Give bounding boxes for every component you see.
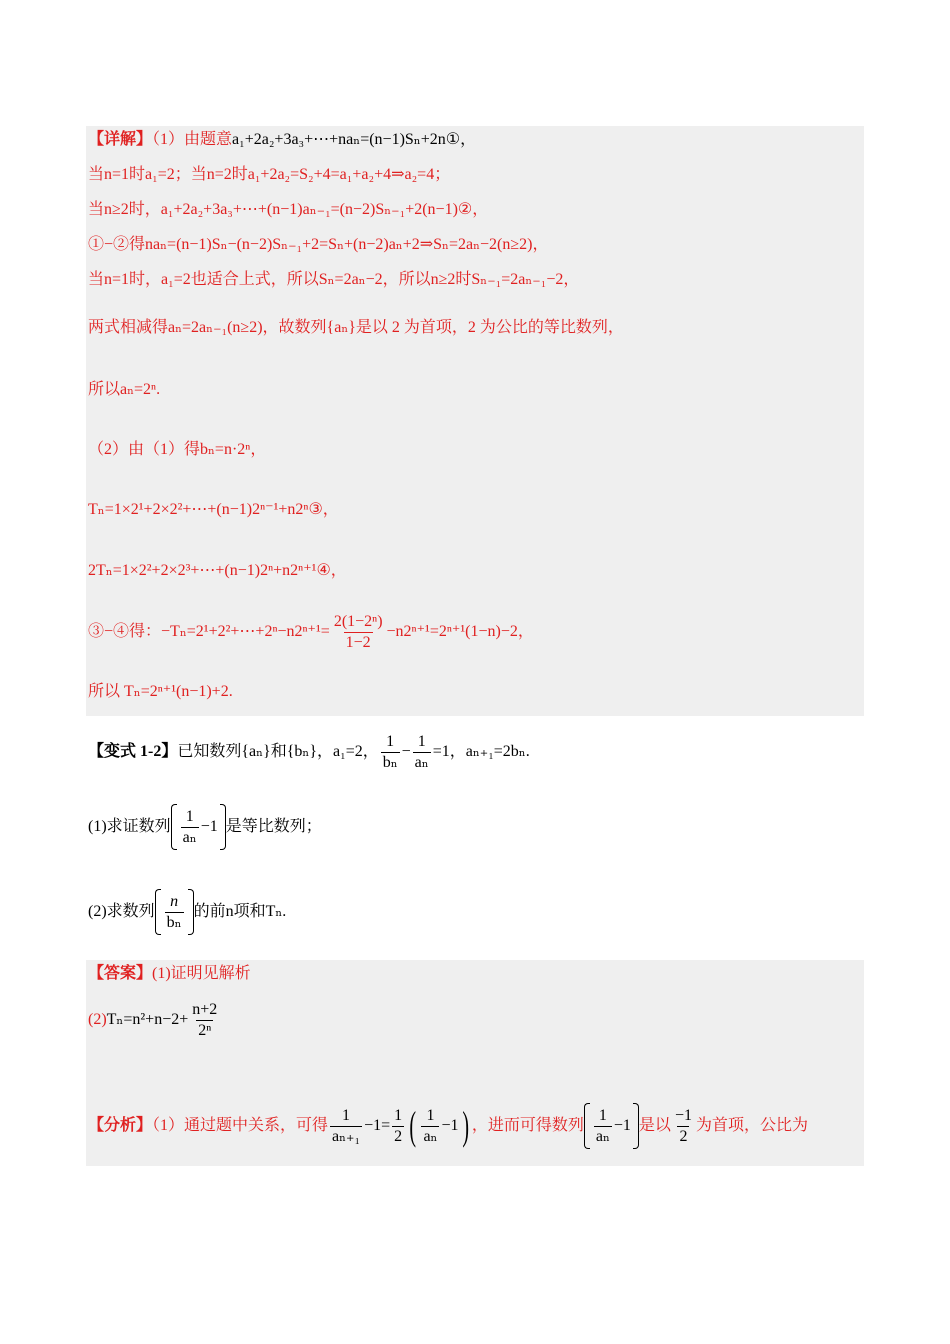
answer-fraction <box>190 1000 219 1041</box>
analysis-fraction-3-denominator: aₙ <box>423 1127 438 1145</box>
answer-part-2-expr: Tₙ=n²+n−2+ <box>106 1011 189 1028</box>
solution-line-1 <box>88 130 476 150</box>
left-brace <box>155 889 161 935</box>
question-2-suffix: 的前n项和Tₙ. <box>193 903 287 920</box>
solution-text-4: ①−②得naₙ=(n−1)Sₙ−(n−2)Sₙ₋₁+2=Sₙ+(n−2)aₙ+2⇒Sₙ=2aₙ−2(n≥2)， <box>88 236 549 253</box>
analysis-mid-3: −1 <box>613 1117 631 1134</box>
analysis-fraction-2 <box>392 1106 404 1147</box>
question-1-fraction <box>181 807 199 848</box>
solution-text-11-rhs: −n2ⁿ⁺¹=2ⁿ⁺¹(1−n)−2， <box>386 623 534 640</box>
problem-statement-text: 已知数列{aₙ}和{bₙ}，a₁=2， <box>177 743 379 760</box>
analysis-fraction-5-denominator: 2 <box>679 1127 688 1145</box>
left-paren: ( <box>409 1103 417 1149</box>
problem-question-2 <box>88 888 286 936</box>
analysis-label: 【分析】 <box>88 1117 153 1134</box>
solution-text-6: 两式相减得aₙ=2aₙ₋₁(n≥2)，故数列{aₙ}是以 2 为首项，2 为公比的等比数列， <box>88 319 624 336</box>
solution-text-5: 当n=1时，a₁=2也适合上式，所以Sₙ=2aₙ−2，所以n≥2时Sₙ₋₁=2aₙ₋₁−2， <box>88 271 580 288</box>
question-2-prefix: (2)求数列 <box>88 903 155 920</box>
solution-line-9 <box>88 500 339 520</box>
analysis-fraction-1-numerator: 1 <box>342 1106 351 1124</box>
problem-fraction-1 <box>381 732 400 773</box>
answer-fraction-denominator: 2ⁿ <box>198 1021 212 1039</box>
analysis-mid-1: −1= <box>364 1117 391 1134</box>
problem-fraction-2-denominator: aₙ <box>414 753 429 771</box>
answer-part-1: (1)证明见解析 <box>152 965 251 982</box>
question-2-denominator: bₙ <box>166 913 182 931</box>
analysis-fraction-2-denominator: 2 <box>394 1127 403 1145</box>
solution-text-7: 所以aₙ=2ⁿ. <box>88 381 161 398</box>
solution-text-3: 当n≥2时，a₁+2a₂+3a₃+⋯+(n−1)aₙ₋₁=(n−2)Sₙ₋₁+2(n−1)②， <box>88 201 489 218</box>
question-1-denominator: aₙ <box>182 828 197 846</box>
analysis-text-4: 为首项，公比为 <box>695 1117 808 1134</box>
problem-fraction-2-numerator: 1 <box>417 732 426 750</box>
question-1-numerator: 1 <box>185 807 194 825</box>
solution-equation-1: a₁+2a₂+3a₃+⋯+naₙ=(n−1)Sₙ+2n①， <box>232 131 477 148</box>
analysis-fraction-5-numerator: −1 <box>674 1106 692 1124</box>
analysis-mid-2: −1 <box>441 1117 459 1134</box>
left-brace <box>171 804 177 850</box>
solution-line-12 <box>88 682 233 702</box>
problem-label: 【变式 1-2】 <box>88 743 178 760</box>
solution-text-8: （2）由（1）得bₙ=n·2ⁿ， <box>88 441 267 458</box>
question-1-suffix: 是等比数列； <box>225 818 322 835</box>
problem-fraction-1-numerator: 1 <box>386 732 395 750</box>
solution-line-8 <box>88 440 266 460</box>
question-2-fraction <box>165 892 184 933</box>
solution-text-12: 所以 Tₙ=2ⁿ⁺¹(n−1)+2. <box>88 683 233 700</box>
analysis-fraction-4-numerator: 1 <box>598 1106 607 1124</box>
analysis-fraction-5 <box>673 1106 694 1147</box>
solution-label: 【详解】 <box>88 131 153 148</box>
problem-statement-tail: =1，aₙ₊₁=2bₙ. <box>432 743 530 760</box>
answer-line-2 <box>88 998 221 1042</box>
analysis-fraction-4-denominator: aₙ <box>595 1127 610 1145</box>
right-paren: ) <box>461 1103 469 1149</box>
analysis-fraction-3 <box>421 1106 439 1147</box>
solution-text-11-lhs: −Tₙ=2¹+2²+⋯+2ⁿ−n2ⁿ⁺¹= <box>161 623 330 640</box>
solution-line-7 <box>88 380 160 400</box>
solution-line-2 <box>88 165 450 185</box>
analysis-fraction-2-numerator: 1 <box>394 1106 403 1124</box>
analysis-fraction-3-numerator: 1 <box>426 1106 435 1124</box>
analysis-text-2: ，进而可得数列 <box>471 1117 584 1134</box>
question-1-minus-one: −1 <box>200 818 218 835</box>
left-brace <box>584 1103 590 1149</box>
solution-line-10 <box>88 561 347 581</box>
solution-line-11 <box>88 610 534 654</box>
problem-statement <box>88 730 530 774</box>
problem-fraction-1-denominator: bₙ <box>382 753 398 771</box>
solution-text-9: Tₙ=1×2¹+2×2²+⋯+(n−1)2ⁿ⁻¹+n2ⁿ③， <box>88 501 339 518</box>
solution-fraction-denominator: 1−2 <box>345 633 371 651</box>
answer-label: 【答案】 <box>88 965 153 982</box>
solution-line-6 <box>88 318 624 338</box>
problem-minus: − <box>401 743 411 760</box>
answer-part-2-prefix: (2) <box>88 1011 107 1028</box>
problem-fraction-2 <box>413 732 431 773</box>
question-2-numerator: n <box>170 892 179 910</box>
analysis-fraction-1-denominator: aₙ₊₁ <box>332 1127 361 1145</box>
problem-question-1 <box>88 803 322 851</box>
analysis-fraction-1 <box>330 1106 362 1147</box>
analysis-text-1: （1）通过题中关系，可得 <box>152 1117 329 1134</box>
solution-line-4 <box>88 235 548 255</box>
analysis-line <box>88 1102 808 1150</box>
solution-text-2: 当n=1时a₁=2；当n=2时a₁+2a₂=S₂+4=a₁+a₂+4⇒a₂=4； <box>88 166 451 183</box>
solution-line-5 <box>88 270 579 290</box>
answer-line-1 <box>88 964 251 984</box>
analysis-fraction-4 <box>594 1106 612 1147</box>
solution-text-11-prefix: ③−④得： <box>88 623 162 640</box>
solution-fraction-sum <box>332 612 385 653</box>
answer-fraction-numerator: n+2 <box>192 1000 218 1018</box>
solution-part1-intro: （1）由题意 <box>152 131 233 148</box>
question-1-prefix: (1)求证数列 <box>88 818 171 835</box>
analysis-text-3: 是以 <box>638 1117 671 1134</box>
solution-fraction-numerator: 2(1−2ⁿ) <box>333 612 383 630</box>
solution-line-3 <box>88 200 488 220</box>
solution-text-10: 2Tₙ=1×2²+2×2³+⋯+(n−1)2ⁿ+n2ⁿ⁺¹④， <box>88 562 347 579</box>
